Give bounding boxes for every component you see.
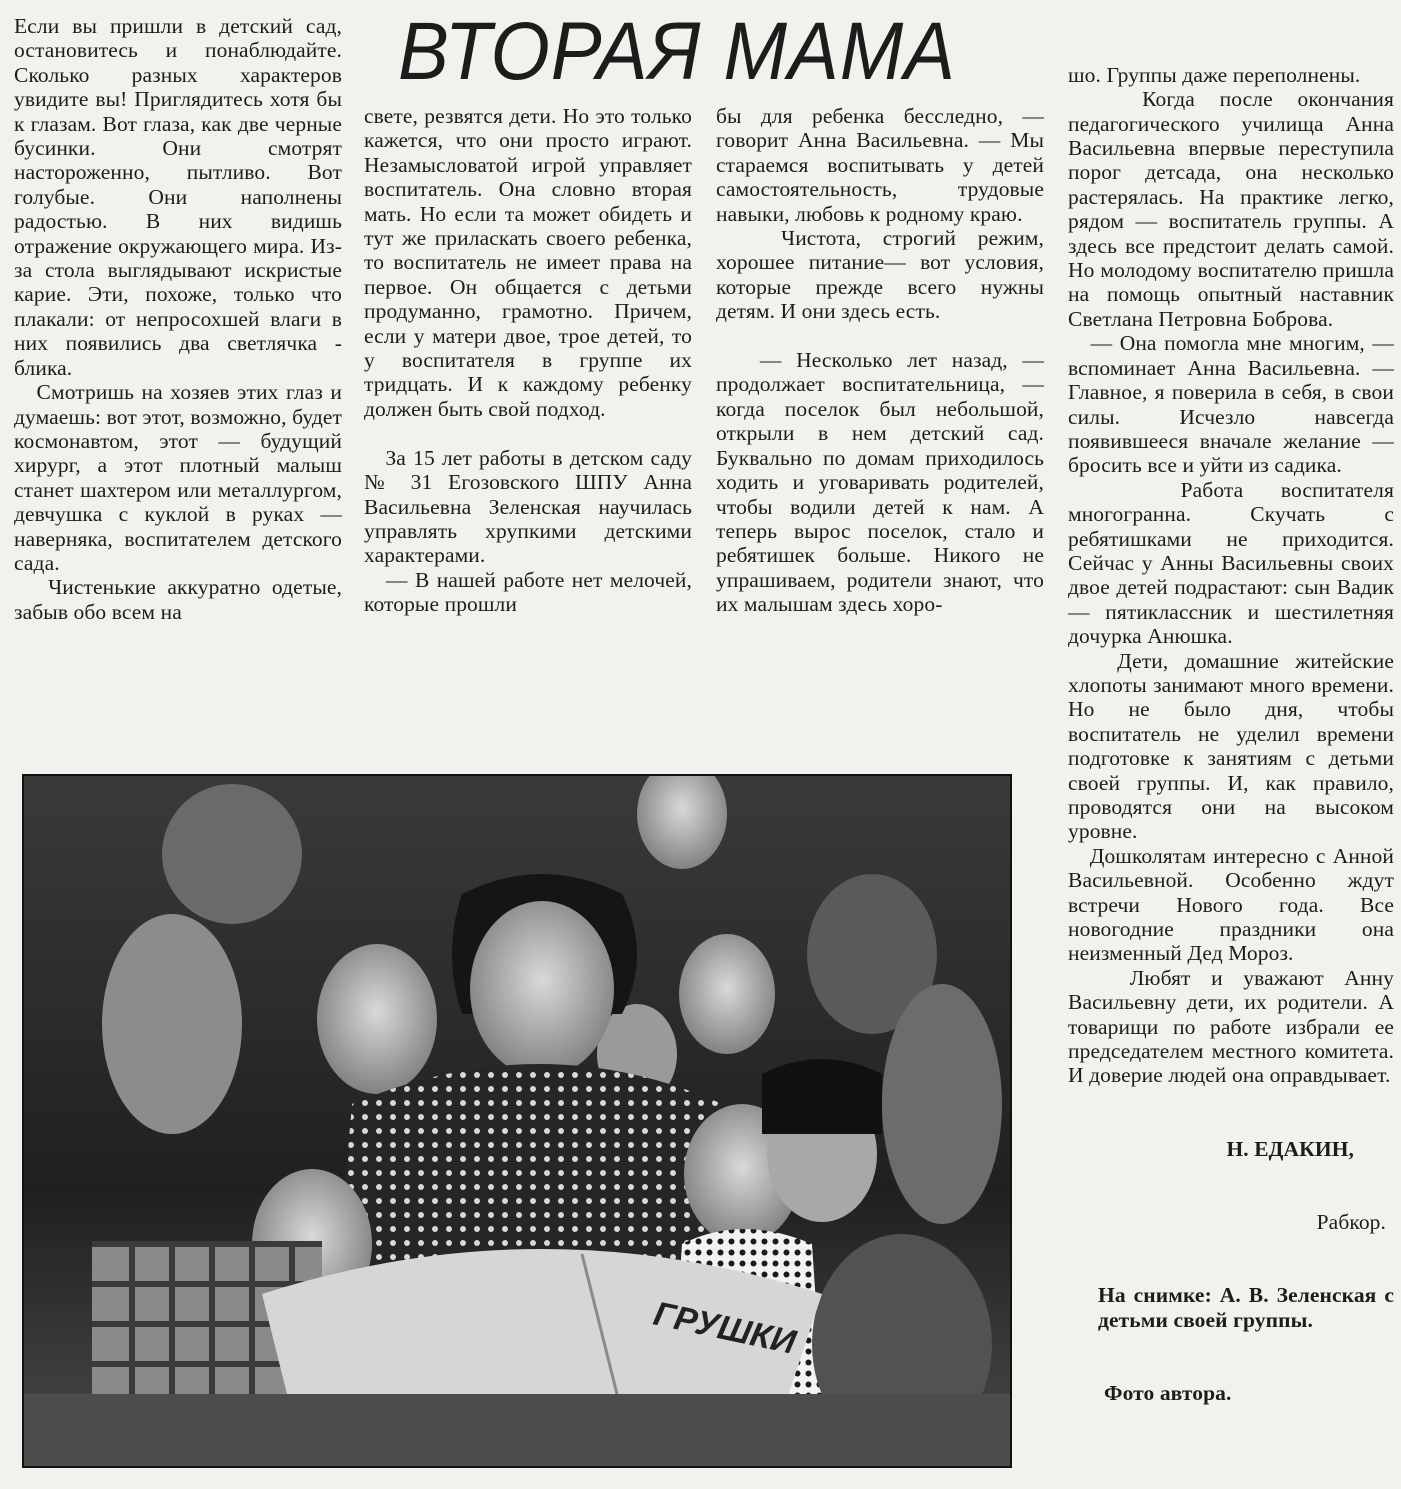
article-photo [22, 774, 1012, 1468]
headline: ВТОРАЯ МАМА [398, 6, 956, 97]
byline-role: Рабкор. [1316, 1209, 1386, 1234]
book-title: ГРУШКИ [650, 1294, 800, 1362]
article-column-4-text: шо. Группы даже переполнены. Когда после окончания педагогического училища Анна Васильевна впервые переступила порог детсада, она несколько растерялась. На практике легко, рядом — воспитатель группы. А здесь все предстоит делать самой. Но молодому воспитателю пришла на помощь опытный наставник Светлана Петровна Боброва. — Она помогла мне многим, — вспоминает Анна Васильевна. — Главное, я поверила в себя, в свои силы. Исчезло навсегда появившееся вначале желание — бросить все и уйти из садика. Работа воспитателя многогранна. Скучать с ребятишками не приходится. Сейчас у Анны Васильевны своих двое детей подрастают: сын Вадик — пятиклассник и шестилетняя дочурка Анюшка. Дети, домашние житейские хлопоты занимают много времени. Но не было дня, чтобы воспитатель не уделил времени подготовке к занятиям с детьми своей группы. И, как правило, проводятся они на высоком уровне. Дошколятам интересно с Анной Васильевной. Особенно ждут встречи Нового года. Все новогодние праздники она неизменный Дед Мороз. Любят и уважают Анну Васильевну дети, их родители. А товарищи по работе избрали ее председателем местного комитета. И доверие людей она оправдывает. [1068, 62, 1394, 1088]
article-column-2: свете, резвятся дети. Но это только кажется, что они просто играют. Незамысловатой игрой управляет воспитатель. Она словно вторая мать. Но если та может обидеть и тут же приласкать своего ребенка, то воспитатель не имеет права на первое. Он общается с детьми продуманно, грамотно. Причем, если у матери двое, трое детей, то у воспитателя в группе их тридцать. И к каждому ребенку должен быть свой подход. За 15 лет работы в детском саду № 31 Егозовского ШПУ Анна Васильевна Зеленская научилась управлять хрупкими детскими характерами. — В нашей работе нет мелочей, которые прошли [364, 104, 692, 617]
article-column-3: бы для ребенка бесследно, — говорит Анна Васильевна. — Мы стараемся воспитывать у детей самостоятельность, трудовые навыки, любовь к родному краю. Чистота, строгий режим, хорошее питание— вот условия, которые прежде всего нужны детям. И они здесь есть. — Несколько лет назад, — продолжает воспитательница, — когда поселок был небольшой, открыли в нем детский сад. Буквально по домам приходилось ходить и уговаривать родителей, чтобы водили детей к нам. А теперь вырос поселок, стало и ребятишек больше. Никого не упрашиваем, родители знают, что их малышам здесь хоро- [716, 104, 1044, 617]
article-column-4 [1068, 14, 1400, 1430]
photo-caption: На снимке: А. В. Зеленская с детьми своей группы. [1098, 1283, 1400, 1332]
photo-credit: Фото автора. [1104, 1380, 1232, 1405]
byline-name: Н. ЕДАКИН, [1226, 1136, 1354, 1161]
article-column-1: Если вы пришли в детский сад, остановитесь и понаблюдайте. Сколько разных характеров увидите вы! Приглядитесь хотя бы к глазам. Вот глаза, как две черные бусинки. Они смотрят настороженно, пытливо. Вот голубые. Они наполнены радостью. В них видишь отражение окружающего мира. Из-за стола выглядывают искристые карие. Эти, похоже, только что плакали: от непросохшей влаги в них появились два светлячка - блика. Смотришь на хозяев этих глаз и думаешь: вот этот, возможно, будет космонавтом, этот — будущий хирург, а этот плотный малыш станет шахтером или металлургом, девчушка с куклой в руках — наверняка, воспитателем детского сада. Чистенькие аккуратно одетые, забыв обо всем на [14, 14, 342, 624]
